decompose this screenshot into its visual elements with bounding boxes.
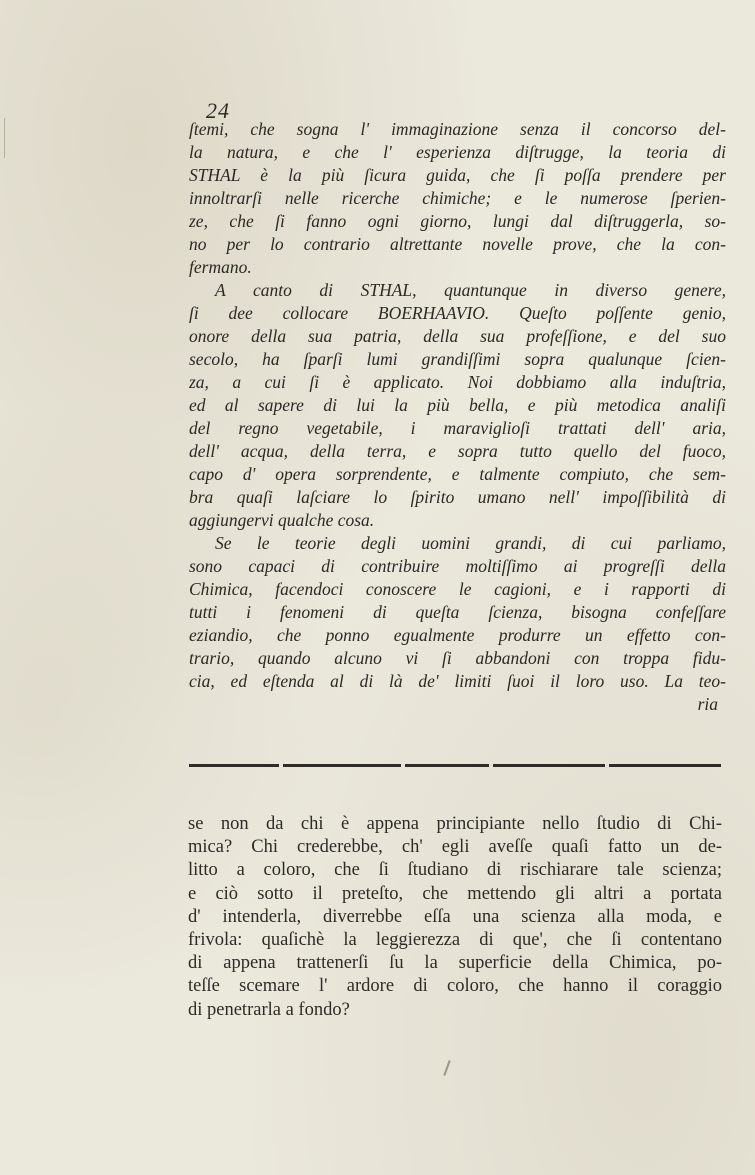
text-line: capo d' opera sorprendente, e talmente compiuto, che sem-	[189, 464, 726, 484]
catchword: ria	[697, 694, 718, 714]
text-line: teſſe scemare l' ardore di coloro, che hanno il coraggio	[188, 976, 722, 997]
text-line: litto a coloro, che ſi ſtudiano di rischiarare tale scienza;	[188, 860, 722, 881]
text-line: innoltrarſi nelle ricerche chimiche; e le numerose ſperien-	[189, 188, 726, 208]
page-edge-mark	[4, 118, 5, 158]
text-line: STHAL è la più ſicura guida, che ſi poſſa prendere per	[189, 165, 726, 185]
text-line: e ciò sotto il preteſto, che mettendo gli altri a portata	[188, 883, 722, 904]
text-line: se non da chi è appena principiante nello ſtudio di Chi-	[188, 814, 722, 834]
text-line: bra quaſi laſciare lo ſpirito umano nell' impoſſibilità di	[189, 487, 726, 507]
roman-text-block	[188, 813, 722, 1022]
italic-text-block	[189, 118, 726, 716]
text-line: trario, quando alcuno vi ſi abbandoni con troppa fidu-	[189, 648, 726, 668]
text-line: eziandio, che ponno egualmente produrre un effetto con-	[189, 625, 726, 645]
text-line: frivola: quaſichè la leggierezza di que', che ſi contentano	[188, 929, 722, 950]
rule-segment	[493, 764, 605, 767]
text-line: cia, ed eſtenda al di là de' limiti ſuoi il loro uso. La teo-	[189, 671, 726, 691]
text-line: dell' acqua, della terra, e sopra tutto quello del fuoco,	[189, 441, 726, 461]
paragraph-start-line: Se le teorie degli uomini grandi, di cui parliamo,	[215, 533, 726, 553]
pen-stroke-mark	[443, 1060, 450, 1076]
text-line: no per lo contrario altrettante novelle prove, che la con-	[189, 234, 726, 254]
text-line: d' intenderla, diverrebbe eſſa una scienza alla moda, e	[188, 906, 722, 927]
rule-segment	[609, 764, 721, 767]
text-line: di penetrarla a fondo?	[188, 999, 350, 1020]
text-line: za, a cui ſi è applicato. Noi dobbiamo alla induſtria,	[189, 372, 726, 392]
text-line: la natura, e che l' esperienza diſtrugge, la teoria di	[189, 142, 726, 162]
text-line: mica? Chi crederebbe, ch' egli aveſſe quaſi fatto un de-	[188, 837, 722, 858]
text-line: secolo, ha ſparſi lumi grandiſſimi sopra qualunque ſcien-	[189, 349, 726, 369]
page-number: 24	[206, 98, 230, 123]
rule-segment	[405, 764, 489, 767]
text-line: aggiungervi qualche cosa.	[189, 510, 375, 530]
text-line: ſi dee collocare BOERHAAVIO. Queſto poſſente genio,	[189, 303, 726, 323]
text-line: ed al sapere di lui la più bella, e più metodica analiſi	[189, 395, 726, 415]
paragraph-start-line: A canto di STHAL, quantunque in diverso genere,	[215, 280, 726, 300]
text-line: ſtemi, che sogna l' immaginazione senza il concorso del-	[189, 119, 726, 139]
text-line: ze, che ſi fanno ogni giorno, lungi dal diſtruggerla, so-	[189, 211, 726, 231]
text-line: di appena trattenerſi ſu la superficie della Chimica, po-	[188, 953, 722, 974]
text-line: fermano.	[189, 257, 252, 277]
section-divider-rule	[189, 762, 721, 768]
text-line: Chimica, facendoci conoscere le cagioni, e i rapporti di	[189, 579, 726, 599]
rule-segment	[189, 764, 279, 767]
text-line: tutti i fenomeni di queſta ſcienza, bisogna confeſſare	[189, 602, 726, 622]
text-line: sono capaci di contribuire moltiſſimo ai progreſſi della	[189, 556, 726, 576]
text-line: del regno vegetabile, i maraviglioſi trattati dell' aria,	[189, 418, 726, 438]
text-line: onore della sua patria, della sua profeſſione, e del suo	[189, 326, 726, 346]
rule-segment	[283, 764, 401, 767]
